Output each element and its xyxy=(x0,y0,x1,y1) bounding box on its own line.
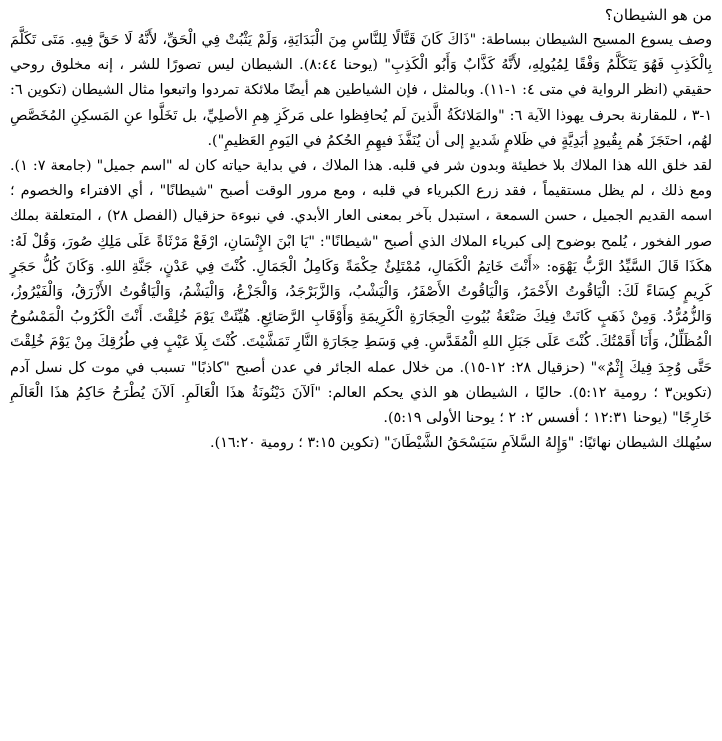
paragraph-angel-pride: لقد خلق الله هذا الملاك بلا خطيئة وبدون شر في قلبه. هذا الملاك ، في بداية حياته كان له "اسم جميل" (جامعة ٧: ١). ومع ذلك ، لم يظل مستقيماً ، فقد زرع الكبرياء في قلبه ، ومع مرور الوقت أصبح "شيطانًا" ، أي الافتراء والخصوم ؛ اسمه القديم الجميل ، حسن السمعة ، استبدل بآخر بمعنى العار الأبدي. في نبوءة حزقيال (الفصل ٢٨) ، المتعلقة بملك صور الفخور ، يُلمح بوضوح إلى كبرياء الملاك الذي أصبح "شيطانًا": "يَا ابْنَ الإِنْسَانِ، ارْفَعْ مَرْثَاةً عَلَى مَلِكِ صُورَ، وَقُلْ لَهُ: هكَذَا قَالَ السَّيِّدُ الرَّبُّ يَهْوَه: «أَنْتَ خَاتِمُ الْكَمَالِ، مُمْتَلِئٌ حِكْمَةً وَكَامِلُ الْجَمَالِ. كُنْتَ فِي عَدْنٍ، جَنَّةِ اللهِ. وَكَانَ كُلُّ حَجَرٍ كَرِيمٍ كِسَاءً لَكَ: الْيَاقُوتُ الأَحْمَرُ، وَالْيَاقُوتُ الأَصْفَرُ، وَالْيَشْبُ، وَالزَّبَرْجَدُ، وَالْجَزْعُ، وَالْيَشْمُ، وَالْيَاقُوتُ الأَزْرَقُ، وَالْفَيْرُوزُ، وَالزُّمُرُّدُ. وَمِنْ ذَهَبٍ كَانَتْ فِيكَ صَنْعَةُ بُيُوتِ الْحِجَارَةِ الْكَرِيمَةِ وَأَوْقَابِ الرَّصَائِعِ. هُيِّئَتْ يَوْمَ خُلِقْتَ. أَنْتَ الْكَرُوبُ الْمَمْسُوحُ الْمُظَلِّلُ، وَأَنَا أَقَمْتُكَ. كُنْتَ عَلَى جَبَلِ اللهِ الْمُقَدَّسِ. فِي وَسَطِ حِجَارَةِ النَّارِ تَمَشَّيْتَ. كُنْتَ بِلَا عَيْبٍ فِي طُرُقِكَ مِنْ يَوْمَ خُلِقْتَ حَتَّى وُجِدَ فِيكَ إِثْمٌ»" (حزقيال ٢٨: ١٢-١٥). من خلال عمله الجائر في عدن أصبح "كاذبًا" تسبب في موت كل نسل آدم (تكوين٣ ؛ رومية ٥:١٢). حاليًا ، الشيطان هو الذي يحكم العالم: "اَلآنَ دَيْنُونَةُ هذَا الْعَالَمِ. اَلآنَ يُطْرَحُ حَاكِمُ هذَا الْعَالَمِ خَارِجًا" (يوحنا ١٢:٣١ ؛ أفسس ٢: ٢ ؛ يوحنا الأولى ٥:١٩). xyxy=(10,158,713,427)
paragraph-satan-description: وصف يسوع المسيح الشيطان ببساطة: "ذَاكَ كَانَ قَتَّالًا لِلنَّاسِ مِنَ الْبَدَايَةِ، وَلَمْ يَثْبُتْ فِي الْحَقِّ، لأَنَّهُ لَا حَقَّ فِيهِ. مَتَى تَكَلَّمَ بِالْكَذِبِ فَهُوَ يَتَكَلَّمُ وَفْقًا لِمُيُولِهِ، لأَنَّهُ كَذَّابٌ وَأَبُو الْكَذِبِ" (يوحنا ٨:٤٤). الشيطان ليس تصورًا للشر ، إنه مخلوق روحي حقيقي (انظر الرواية في متى ٤: ١-١١). وبالمثل ، فإن الشياطين هم أيضًا ملائكة تمردوا واتبعوا مثال الشيطان (تكوين ٦: ١-٣ ، للمقارنة بحرف يهوذا الآية ٦: "والمَلائكَةُ الَّذينَ لَم يُحافِظوا على مَركَزِ هِمِ الأصلِيِّ، بل تَخَلَّوا عنِ المَسكِنِ المُخَصَّصِ لهُم، احتَجَزَ هُم بِقُيودٍ أبَدِيَّةٍ في ظَلامٍ شَديدٍ إلى أن يُنَفَّذَ فيهِمِ الحُكمُ في اليَومِ العَظيمِ"). xyxy=(10,32,712,149)
page-title: من هو الشيطان؟ xyxy=(604,6,712,24)
paragraph-final-destruction: سيُهلك الشيطان نهائيًا: "وَإِلهُ السَّلاَمِ سَيَسْحَقُ الشَّيْطَانَ" (تكوين ٣:١٥ ؛ رومية ١٦:٢٠). xyxy=(210,435,712,452)
